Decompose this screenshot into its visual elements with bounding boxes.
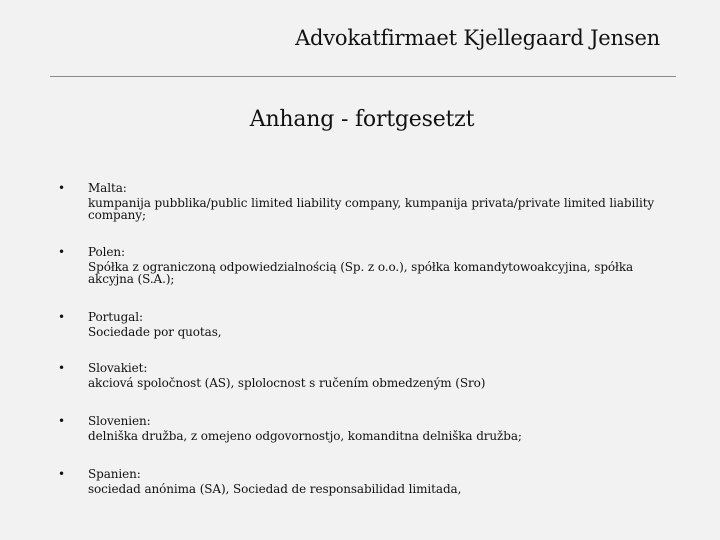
list-item-polen: [58, 246, 658, 285]
list-item-malta: [58, 182, 658, 221]
list-item-slovenien: [58, 415, 658, 442]
list-item-slovakiet: [58, 362, 658, 389]
company-forms-text: kumpanija pubblika/public limited liability company, kumpanija privata/private limited liability company;: [88, 196, 655, 222]
slide-title: Anhang - fortgesetzt: [249, 107, 475, 132]
list-item-spanien: [58, 468, 658, 495]
bullet-icon: •: [58, 310, 65, 324]
country-label: Spanien:: [88, 467, 141, 481]
bullet-icon: •: [58, 361, 65, 375]
company-forms-text: delniška družba, z omejeno odgovornostjo, komanditna delniška družba;: [88, 429, 522, 443]
bullet-icon: •: [58, 245, 65, 259]
bullet-list: [58, 182, 658, 495]
firm-name: Advokatfirmaet Kjellegaard Jensen: [295, 26, 660, 50]
country-label: Malta:: [88, 181, 127, 195]
country-label: Polen:: [88, 245, 125, 259]
country-label: Slovenien:: [88, 414, 151, 428]
bullet-icon: •: [58, 467, 65, 481]
list-item-portugal: [58, 311, 658, 338]
company-forms-text: Sociedade por quotas,: [88, 325, 222, 339]
header-divider: [50, 76, 676, 77]
bullet-icon: •: [58, 181, 65, 195]
company-forms-text: Spółka z ograniczoną odpowiedzialnością (Sp. z o.o.), spółka komandytowoakcyjina, spółka akcyjna (S.A.);: [88, 260, 634, 286]
country-label: Slovakiet:: [88, 361, 148, 375]
bullet-icon: •: [58, 414, 65, 428]
country-label: Portugal:: [88, 310, 143, 324]
company-forms-text: sociedad anónima (SA), Sociedad de responsabilidad limitada,: [88, 482, 462, 496]
company-forms-text: akciová spoločnost (AS), splolocnost s ručením obmedzeným (Sro): [88, 376, 486, 390]
